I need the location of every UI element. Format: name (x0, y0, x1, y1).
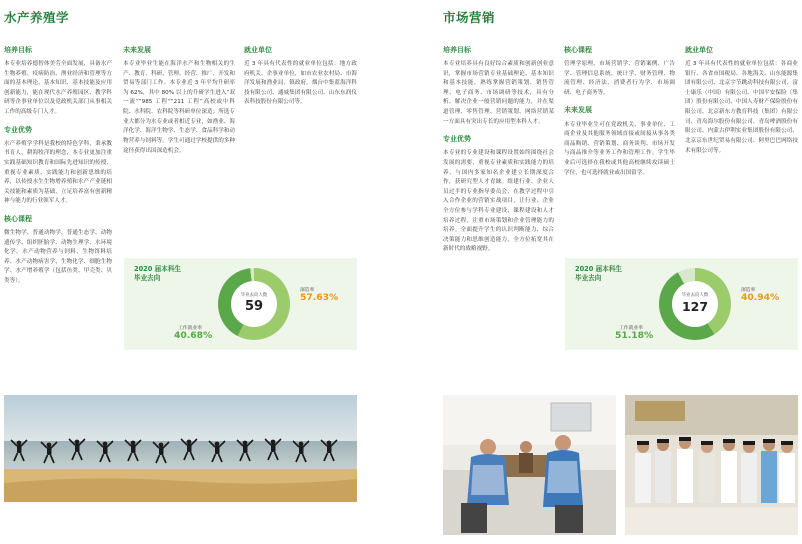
goal-text: 本专业培养具有良好综合素质和创新创业意识，掌握市场营销专业基础理论、基本知识和基本技能，熟练掌握营销策划、销售管理、电子商务、市场调研等技术，具有分析、解决企业一般营销问题的能力，并在渠道管理、零售管理、营销策划、网络营销某一方面具有突出专长的应用型本科人才。 (443, 61, 554, 125)
right-column-2 (564, 38, 675, 184)
advantage-heading: 专业优势 (443, 135, 471, 144)
employ-rate-label: 工作就业率 (178, 326, 202, 331)
advantage-text: 本专业的专业建设和课程设置始终围绕社会发展的需要，重视专业素质和实践能力的培养，与国内多家知名企业建立长期深度合作，获研究型人才青睐。组建行业、企业人员过半的专业指导委员会，在教学过程中引入合作企业的营销实战项目，让行业、企业全方位参与学科专业建设、课程建设和人才培养过程，注重市场策划和企业管理能力的培养。全面提升学生的认识判断能力、综合决策能力和思维创造能力，全方位拓宽其在新时代的战略视野。 (443, 150, 554, 253)
group-image (625, 395, 798, 535)
beach-jump-photo (4, 395, 357, 502)
left-column-2 (123, 38, 235, 162)
upgrade-rate-label: 深造率 (300, 288, 315, 293)
group-photo (625, 395, 798, 535)
goal-heading: 培养目标 (443, 46, 471, 54)
donut-center-label: 毕业去向人数 (681, 293, 709, 298)
employer-heading: 就业单位 (244, 46, 272, 54)
employer-text: 近 3 年具有代表性的就业单位包括：地方政府机关、企事业单位，如市农业农村局、市海洋发展和渔业局、镇政府，烟台中集蓝海洋科技有限公司、通威集团有限公司、山东东润仪表科技股份有限公司等。 (244, 61, 357, 106)
course-text: 管理学原理、市场营销学、营销案例、广告学、管理信息系统、统计学、财务管理、物流管理、经济法、消费者行为学、市场调研、电子商务等。 (564, 61, 675, 96)
upgrade-rate-label: 深造率 (741, 288, 756, 293)
donut-center (672, 281, 718, 327)
future-heading: 未来发展 (564, 106, 592, 115)
right-column-1 (443, 38, 554, 261)
donut-center (231, 281, 277, 327)
right-column-3 (685, 38, 798, 162)
stats-donut (659, 268, 731, 340)
donut-center-label: 毕业去向人数 (240, 293, 268, 298)
donut-center-value: 127 (681, 299, 709, 314)
beach-jump-image (4, 395, 357, 502)
advantage-heading: 专业优势 (4, 125, 32, 134)
stats-card-title: 2020 届本科生 毕业去向 (575, 265, 623, 283)
stats-donut (218, 268, 290, 340)
goal-heading: 培养目标 (4, 46, 32, 54)
employer-text: 近 3 年具有代表性的就业单位包括：各商业银行、各省市国税局、各地海关、山东能源集团有限公司、北京宇节跳动科技有限公司、富士康乐（中国）有限公司、中国平安保险（集团）股份有限公司、中国人寿财产保险股份有限公司、北京新东方教育科技（集团）有限公司、青岛海尔股份有限公司、青岛啤酒股份有限公司、内蒙古伊利实业集团股份有限公司、北京京东世纪贸易有限公司、阿里巴巴网络技术有限公司等。 (685, 61, 798, 154)
upgrade-rate-value: 57.63% (300, 292, 339, 303)
donut-center-value: 59 (244, 299, 264, 314)
left-column-1 (4, 38, 112, 293)
future-heading: 未来发展 (123, 46, 151, 54)
student-showcase-image (443, 395, 616, 535)
course-heading: 核心课程 (564, 46, 592, 54)
course-heading: 核心课程 (4, 214, 32, 223)
student-showcase-photo (443, 395, 616, 535)
graduate-stats-card (124, 258, 357, 350)
page-title-aquaculture: 水产养殖学 (4, 10, 70, 25)
employ-rate-value: 40.68% (174, 330, 213, 341)
course-text: 微生物学、普通动物学、普通生态学、动物遗传学、组织胚胎学、动物生理学、水环境化学、水产动物营养与饲料、生物饵料培养、水产动物病害学、生物化学、细胞生物学、水产增养殖学（包括鱼类、甲壳类、贝类等）。 (4, 230, 112, 285)
employ-rate-value: 51.18% (615, 330, 654, 341)
future-text: 本专业毕业生能在海洋水产和生物相关的生产、教育、科研、管理、经营、推广、开发和贸易等部门工作。本专业近 3 年平均升研率为 62%，其中 80% 以上的升研学生进入“双一流”“985 工程”“211 工程”高校或中科院、水科院、农科院等科研单位深造；所选专业大都分为水专业或者相近专业，如渔业、海洋化学、海洋生物学、生态学、食品科学和动物营养与饲料等。学生可通过学校提供的多种途径获得出国深造机会。 (123, 61, 235, 154)
upgrade-rate-value: 40.94% (741, 292, 780, 303)
right-page (401, 0, 802, 544)
future-text: 本专业毕业生可在党政机关、事业单位、工商企业及其他服务领域直接或间接从事各类商品购销、营销策划、商务谈判、市场开发与商品推介等业务工作和管理工作。学生毕业后可选择在我校或其他高校继续攻读硕士学位，也可选择就业或出国留学。 (564, 121, 675, 176)
page-title-marketing: 市场营销 (443, 10, 496, 25)
employ-rate-label: 工作就业率 (619, 326, 643, 331)
stats-card-title: 2020 届本科生 毕业去向 (134, 265, 182, 283)
advantage-text: 水产养殖学学科是我校的特色学科，秉承教书育人，耕海牧洋的理念，本专业更加注重实践基础知识教育和国际先进知识的传授，重视专业素质、实践能力和创新思维的培养，以传授水生生物增养殖和水产产业链相关技能和素质为基础，立足培养富有创新精神与能力的行业领军人才。 (4, 140, 112, 205)
graduate-stats-card (565, 258, 798, 350)
employer-heading: 就业单位 (685, 46, 713, 54)
goal-text: 本专业培养德智体美劳全面发展，具备水产生物养殖、疫病防治、渔业经济和管理等方面的基本理论、基本知识、基本技能及应用创新能力，能在现代水产养殖园区、教学科研等企事业单位以及党政机关部门从事相关工作的高级专门人才。 (4, 61, 112, 116)
left-column-3 (244, 38, 357, 114)
